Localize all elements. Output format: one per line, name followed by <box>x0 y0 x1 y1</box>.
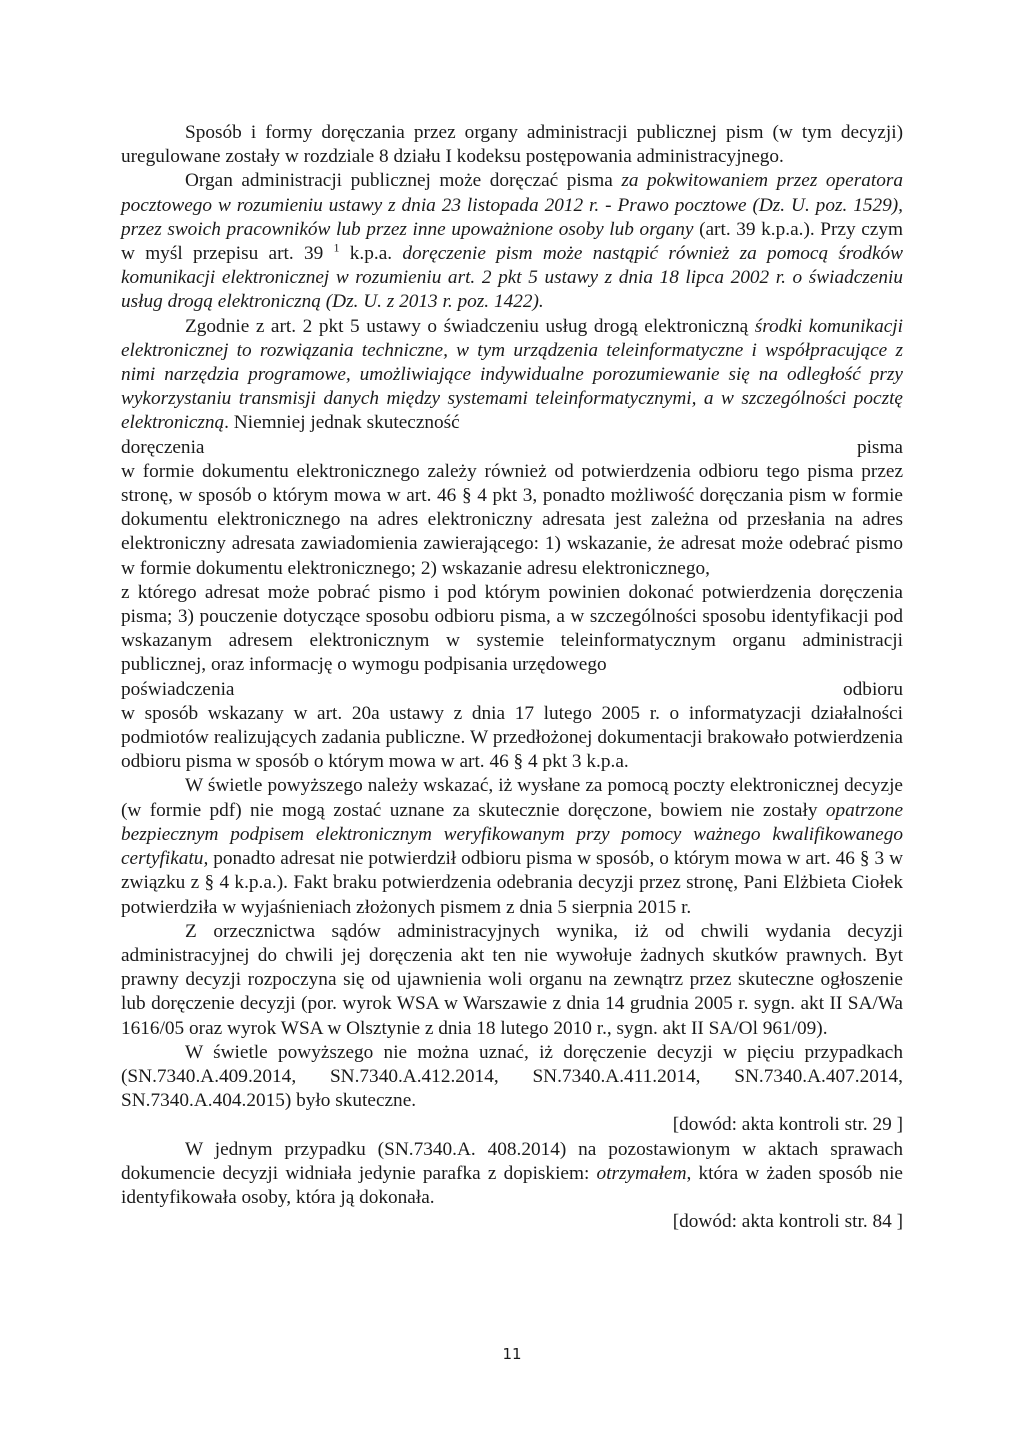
italic-run: za pokwitowaniem przez operatora pocztowego w rozumieniu ustawy z dnia 23 listopada 2012 r. - Prawo pocztowe (Dz. U. poz. 1529), przez swoich pracowników lub przez inne upoważnione osoby lub organy <box>121 170 903 240</box>
paragraph-email-decisions <box>121 774 903 919</box>
text-run: k.p.a. <box>339 243 403 265</box>
paragraph-delivery-rules: Sposób i formy doręczania przez organy administracji publicznej pism (w tym decyzji) uregulowane zostały w rozdziale 8 działu I kodeksu postępowania administracyjnego. <box>121 122 903 168</box>
text-run: pisma <box>856 436 903 458</box>
italic-run: doręczenie pism może nastąpić również za pomocą środków komunikacji elektronicznej w rozumieniu art. 2 pkt 5 ustawy z dnia 18 lipca 2002 r. o świadczeniu usług drogą elektroniczną (Dz. U. z 2013 r. poz. 1422). <box>121 243 904 313</box>
italic-run: opatrzone bezpiecznym podpisem elektronicznym weryfikowanym przy pomocy ważnego kwalifikowanego certyfikatu, <box>121 799 903 870</box>
page-number: 11 <box>502 1345 522 1363</box>
text-run: Zgodnie z art. 2 pkt 5 ustawy o świadczeniu usług drogą elektroniczną <box>185 315 755 337</box>
paragraph-conclusion: W świetle powyższego nie można uznać, iż doręczenie decyzji w pięciu przypadkach (SN.7340.A.409.2014, SN.7340.A.412.2014, SN.7340.A.411.2014, SN.7340.A.407.2014, SN.7340.A.404.2015) było skuteczne. <box>121 1041 903 1112</box>
text-run: doręczenia <box>121 436 205 458</box>
text-run: W jednym przypadku (SN.7340.A. 408.2014) na pozostawionym w aktach sprawach dokumencie decyzji widniała jedynie parafka z dopiskiem: <box>121 1138 903 1184</box>
paragraph-electronic-communication <box>121 315 903 436</box>
text-run: W świetle powyższego należy wskazać, iż wysłane za pomocą poczty elektronicznej decyzje (w formie pdf) nie mogą zostać uznane za skutecznie doręczone, bowiem nie zostały <box>121 775 903 821</box>
paragraph-case-law: Z orzecznictwa sądów administracyjnych wynika, iż od chwili wydania decyzji administracyjnej do chwili jej doręczenia akt ten nie wywołuje żadnych skutków prawnych. Byt prawny decyzji rozpoczyna się od ujawnienia woli organu na zewnątrz przez skuteczne ogłoszenie lub doręczenie decyzji (por. wyrok WSA w Warszawie z dnia 14 grudnia 2005 r. sygn. akt II SA/Wa 1616/05 oraz wyrok WSA w Olsztynie z dnia 18 lutego 2010 r., sygn. akt II SA/Ol 961/09). <box>121 920 903 1039</box>
superscript: 1 <box>333 240 340 255</box>
italic-run: środki komunikacji elektronicznej to rozwiązania techniczne, w tym urządzenia teleinformatyczne i współpracujące z nimi narzędzia programowe, umożliwiające indywidualne porozumiewanie się na odległość przy wykorzystaniu transmisji danych między systemami teleinformatycznymi, a w szczególności pocztę elektroniczną <box>121 315 903 434</box>
text-run: (art. 39 k.p.a.). Przy czym w myśl przepisu art. 39 <box>121 218 903 265</box>
paragraph-delivery-methods <box>121 169 903 314</box>
spread-line <box>121 436 903 460</box>
text-run: Organ administracji publicznej może doręczać pisma <box>185 170 622 192</box>
text-run: , która w żaden sposób nie identyfikowała osoby, która ją dokonała. <box>121 1162 903 1208</box>
spread-line <box>121 678 903 702</box>
text-run: odbioru <box>843 678 903 700</box>
evidence-reference: [dowód: akta kontroli str. 29 ] <box>672 1114 903 1136</box>
text-run: ponadto adresat nie potwierdził odbioru pisma w sposób, o którym mowa w art. 46 § 3 w związku z § 4 k.p.a.). Fakt braku potwierdzenia odebrania decyzji przez stronę, Pani Elżbieta Ciołek potwierdziła w wyjaśnieniach złożonych pismem z dnia 5 sierpnia 2015 r. <box>121 848 903 918</box>
paragraph-continuation: w formie dokumentu elektronicznego zależy również od potwierdzenia odbioru tego pisma przez stronę, w sposób o którym mowa w art. 46 § 4 pkt 3, ponadto możliwość doręczania pism w formie dokumentu elektronicznego na adres elektroniczny adresata jest zależna od przesłania na adres elektroniczny adresata zawiadomienia zawierającego: 1) wskazanie, że adresat może odebrać pismo w formie dokumentu elektronicznego; 2) wskazanie adresu elektronicznego, <box>121 460 903 579</box>
evidence-reference: [dowód: akta kontroli str. 84 ] <box>672 1211 903 1233</box>
text-run: poświadczenia <box>121 678 235 700</box>
paragraph-single-case <box>121 1138 903 1211</box>
paragraph-continuation: w sposób wskazany w art. 20a ustawy z dnia 17 lutego 2005 r. o informatyzacji działalności podmiotów realizujących zadania publiczne. W przedłożonej dokumentacji brakowało potwierdzenia odbioru pisma w sposób o którym mowa w art. 46 § 4 pkt 3 k.p.a. <box>121 702 903 773</box>
paragraph-continuation: z którego adresat może pobrać pismo i pod którym powinien dokonać potwierdzenia doręczenia pisma; 3) pouczenie dotyczące sposobu odbioru pisma, a w szczególności sposobu identyfikacji pod wskazanym adresem elektronicznym w systemie teleinformatycznym organu administracji publicznej, oraz informację o wymogu podpisania urzędowego <box>121 581 903 676</box>
text-run: . Niemniej jednak skuteczność <box>224 412 460 434</box>
document-body <box>121 121 903 1234</box>
italic-run: otrzymałem <box>596 1162 687 1184</box>
